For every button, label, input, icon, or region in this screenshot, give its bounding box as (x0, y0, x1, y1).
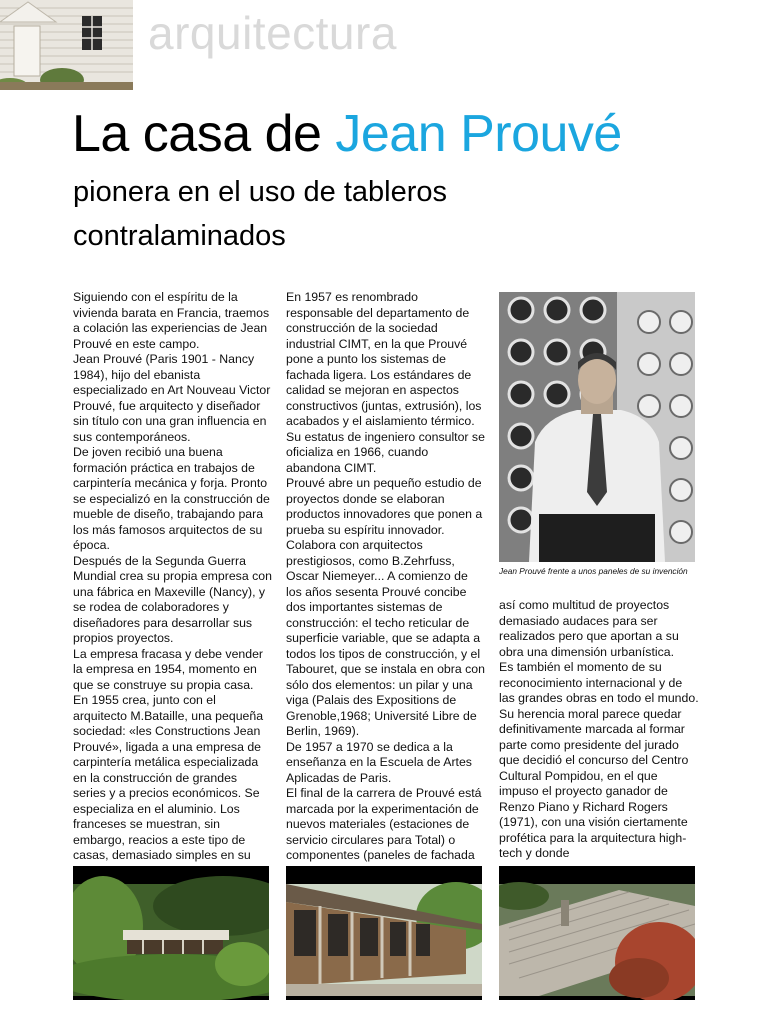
title-name: Jean Prouvé (335, 105, 622, 163)
header-thumbnail-photo (0, 0, 133, 90)
text-column-1 (73, 290, 273, 895)
title-prefix: La casa de (72, 105, 336, 163)
paragraph: En 1955 crea, junto con el arquitecto M.Bataille, una pequeña sociedad: «les Constructions Jean Prouvé», ligada a una empresa de carpintería metálica especializada en la construcción de grandes series y a precios económicos. Se especializa en el aluminio. Los franceses se muestran, sin embargo, reacios a este tipo de casas, demasiado simples en su (73, 693, 264, 862)
paragraph: Es también el momento de su reconocimiento internacional y de las grandes obras en todo el mundo. (499, 660, 699, 705)
text-column-2 (286, 290, 486, 879)
text-column-3 (499, 598, 699, 862)
paragraph: Prouvé abre un pequeño estudio de proyectos donde se elaboran productos innovadores que ponen a prueba su espíritu innovador. (286, 476, 483, 537)
house-in-forest-photo (73, 866, 269, 1000)
section-label: arquitectura (148, 7, 397, 59)
paragraph: De 1957 a 1970 se dedica a la enseñanza en la Escuela de Artes Aplicadas de Paris. (286, 739, 472, 785)
article-title (72, 105, 622, 163)
paragraph: Colabora con arquitectos prestigiosos, como B.Zehrfuss, Oscar Niemeyer... A comienzo de los años sesenta Prouvé concibe dos importantes sistemas de construcción: el techo reticular de superficie variable, que se adapta a todos los tipos de construcción, y el Tabouret, que se instala en obra con sólo dos elementos: un pilar y una viga (Palais des Expositions de Grenoble,1968; Université Libre de Berlin, 1969). (286, 538, 485, 738)
house-facade-photo (286, 866, 482, 1000)
paragraph: así como multitud de proyectos demasiado audaces para ser realizados pero que aportan a su obra una dimensión urbanística. (499, 598, 679, 659)
article-subtitle: pionera en el uso de tableros contralaminados (73, 176, 448, 252)
paragraph: La empresa fracasa y debe vender la empresa en 1954, momento en que se construye su propia casa. (73, 646, 264, 692)
paragraph: Jean Prouvé (Paris 1901 - Nancy 1984), hijo del ebanista especializado en Art Nouveau Victor Prouvé, fue arquitecto y diseñador sin título con una gran influencia en sus contemporáneos. (73, 352, 271, 444)
paragraph: De joven recibió una buena formación práctica en trabajos de carpintería mecánica y forja. Pronto se especializó en la construcción de mueble de diseño, trabajando para los más famosos arquitectos de su época. (73, 445, 270, 552)
paragraph: Siguiendo con el espíritu de la vivienda barata en Francia, traemos a colación las experiencias de Jean Prouvé en este campo. (73, 290, 270, 351)
paragraph: En 1957 es renombrado responsable del departamento de construcción de la sociedad industrial CIMT, en la que Prouvé pone a punto los sistemas de fachada ligera. Los estándares de calidad se mejoran en aspectos constructivos (juntas, extrusión), los acabados y el aislamiento térmico. (286, 290, 482, 428)
paragraph: Su estatus de ingeniero consultor se oficializa en 1966, cuando abandona CIMT. (286, 429, 485, 475)
paragraph: El final de la carrera de Prouvé está marcada por la experimentación de nuevos materiales (estaciones de servicio circulares para Total) o componentes (paneles de fachada (286, 786, 482, 862)
paragraph: Su herencia moral parece quedar definitivamente marcada al formar parte como presidente del jurado que decidió el concurso del Centro Cultural Pompidou, en el que impuso el proyecto ganador de Renzo Piano y Richard Rogers (1971), con una visión ciertamente profética para la arquitectura high-tech y donde (499, 706, 689, 860)
roof-and-garden-photo (499, 866, 695, 1000)
portrait-caption: Jean Prouvé frente a unos paneles de su invención (499, 566, 688, 576)
paragraph: Después de la Segunda Guerra Mundial crea su propia empresa con una fábrica en Maxeville (Nancy), y se rodea de colaboradores y diseñadores para desarrollar sus propios proyectos. (73, 553, 272, 645)
portrait-photo (499, 292, 695, 562)
